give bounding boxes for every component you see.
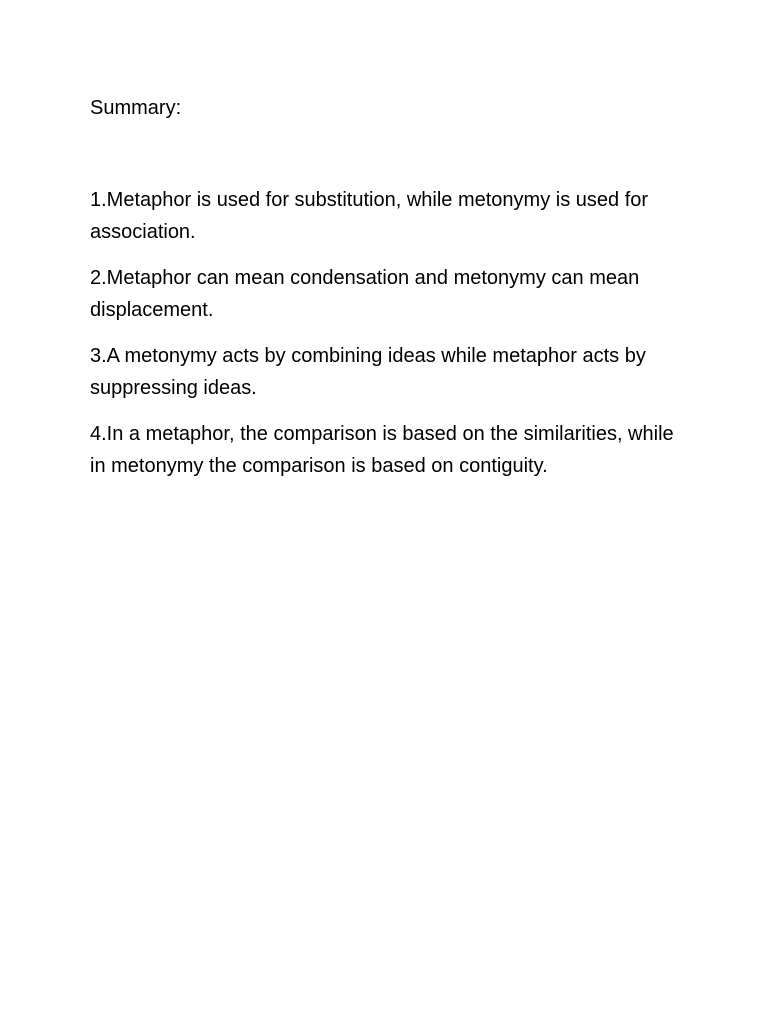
summary-item-4: 4.In a metaphor, the comparison is based on the similarities, while in metonymy the comparison is based on contiguity. [90, 423, 674, 477]
summary-heading: Summary: [90, 97, 182, 119]
summary-list [90, 184, 690, 496]
summary-item-1: 1.Metaphor is used for substitution, while metonymy is used for association. [90, 189, 649, 243]
summary-item-3: 3.A metonymy acts by combining ideas while metaphor acts by suppressing ideas. [90, 345, 646, 399]
summary-item-2: 2.Metaphor can mean condensation and metonymy can mean displacement. [90, 267, 640, 321]
